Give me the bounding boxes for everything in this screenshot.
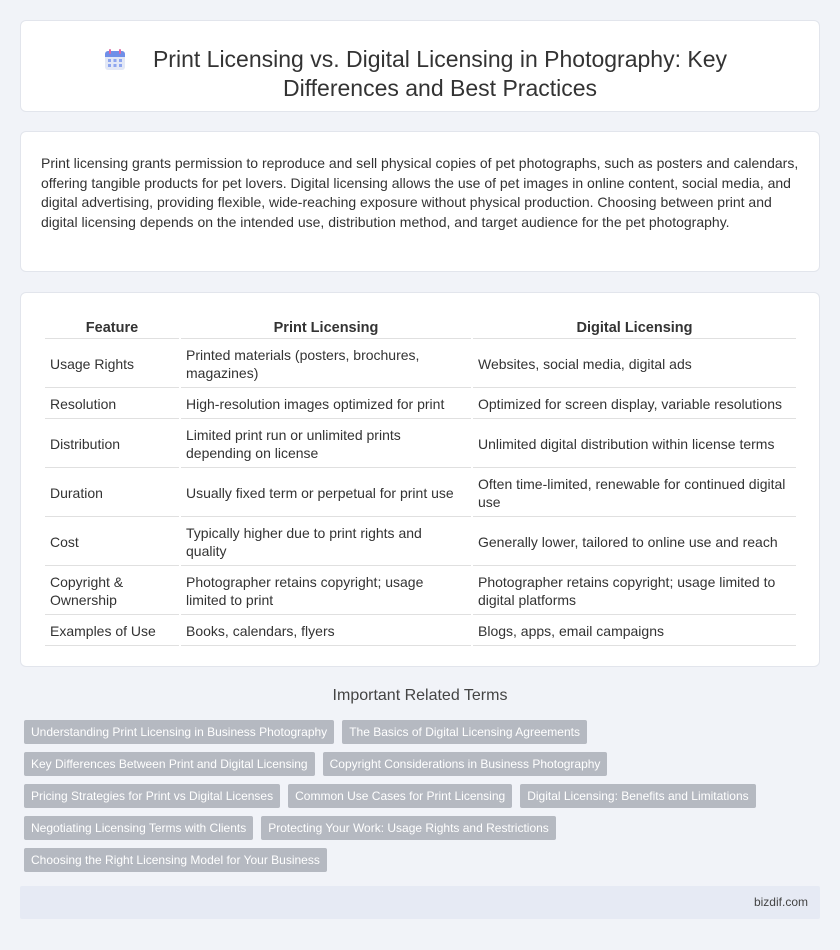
related-term-link[interactable]: Pricing Strategies for Print vs Digital Licenses — [24, 784, 280, 808]
comparison-table — [43, 315, 798, 648]
table-row — [45, 421, 796, 468]
digital-cell: Optimized for screen display, variable resolutions — [473, 390, 796, 419]
table-row — [45, 519, 796, 566]
related-term-link[interactable]: Copyright Considerations in Business Photography — [323, 752, 608, 776]
print-cell: High-resolution images optimized for print — [181, 390, 471, 419]
print-cell: Printed materials (posters, brochures, magazines) — [181, 341, 471, 388]
digital-cell: Photographer retains copyright; usage limited to digital platforms — [473, 568, 796, 615]
intro-text: Print licensing grants permission to reproduce and sell physical copies of pet photographs, such as posters and calendars, offering tangible products for pet lovers. Digital licensing allows the use of pet images in online content, social media, and digital advertising, providing flexible, wide-reaching exposure without physical production. Choosing between print and digital licensing depends on the intended use, distribution method, and target audience for the pet photography. — [41, 155, 799, 230]
column-header-feature: Feature — [45, 317, 179, 339]
feature-cell: Examples of Use — [45, 617, 179, 646]
table-row — [45, 470, 796, 517]
feature-cell: Copyright & Ownership — [45, 568, 179, 615]
intro-card — [20, 131, 820, 272]
comparison-table-card — [20, 292, 820, 667]
digital-cell: Generally lower, tailored to online use and reach — [473, 519, 796, 566]
print-cell: Books, calendars, flyers — [181, 617, 471, 646]
related-term-link[interactable]: Choosing the Right Licensing Model for Your Business — [24, 848, 327, 872]
footer — [20, 886, 820, 919]
table-header-row — [45, 317, 796, 339]
column-header-digital: Digital Licensing — [473, 317, 796, 339]
table-row — [45, 390, 796, 419]
feature-cell: Resolution — [45, 390, 179, 419]
print-cell: Typically higher due to print rights and quality — [181, 519, 471, 566]
related-term-link[interactable]: Negotiating Licensing Terms with Clients — [24, 816, 253, 840]
footer-brand[interactable]: bizdif.com — [753, 895, 808, 909]
page-title: Print Licensing vs. Digital Licensing in Photography: Key Differences and Best Practices — [152, 46, 728, 101]
table-row — [45, 617, 796, 646]
feature-cell: Duration — [45, 470, 179, 517]
digital-cell: Unlimited digital distribution within license terms — [473, 421, 796, 468]
feature-cell: Usage Rights — [45, 341, 179, 388]
header-card — [20, 20, 820, 112]
related-term-link[interactable]: Digital Licensing: Benefits and Limitations — [520, 784, 755, 808]
related-term-link[interactable]: The Basics of Digital Licensing Agreements — [342, 720, 587, 744]
table-row — [45, 568, 796, 615]
related-term-link[interactable]: Key Differences Between Print and Digital Licensing — [24, 752, 315, 776]
table-row — [45, 341, 796, 388]
print-cell: Limited print run or unlimited prints depending on license — [181, 421, 471, 468]
digital-cell: Websites, social media, digital ads — [473, 341, 796, 388]
print-cell: Usually fixed term or perpetual for print use — [181, 470, 471, 517]
related-terms-title: Important Related Terms — [332, 687, 508, 704]
print-cell: Photographer retains copyright; usage limited to print — [181, 568, 471, 615]
column-header-print: Print Licensing — [181, 317, 471, 339]
related-term-link[interactable]: Protecting Your Work: Usage Rights and Restrictions — [261, 816, 556, 840]
related-term-link[interactable]: Common Use Cases for Print Licensing — [288, 784, 512, 808]
related-term-link[interactable]: Understanding Print Licensing in Business Photography — [24, 720, 334, 744]
related-terms-list — [24, 720, 824, 880]
feature-cell: Distribution — [45, 421, 179, 468]
feature-cell: Cost — [45, 519, 179, 566]
digital-cell: Blogs, apps, email campaigns — [473, 617, 796, 646]
digital-cell: Often time-limited, renewable for continued digital use — [473, 470, 796, 517]
